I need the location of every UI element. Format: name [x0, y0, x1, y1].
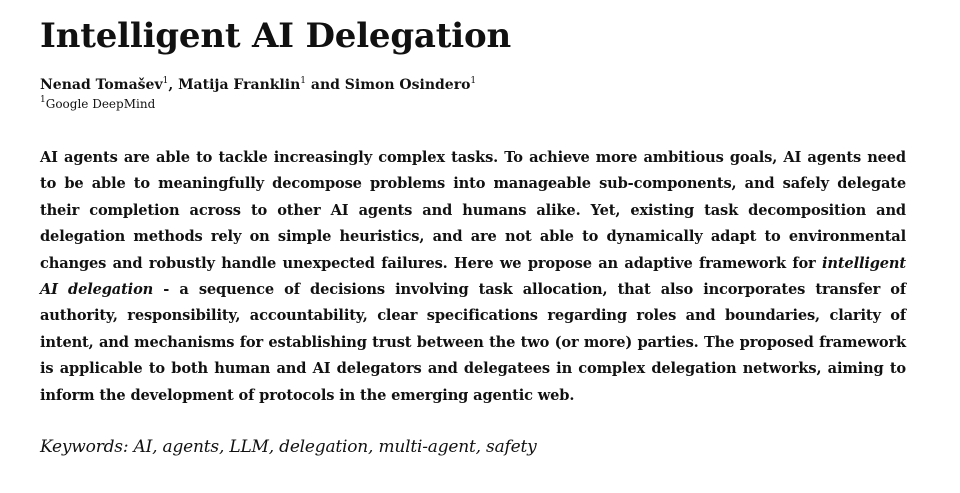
- affiliation-marker: 1: [470, 76, 477, 86]
- affiliation: [40, 96, 906, 112]
- abstract: [40, 145, 906, 409]
- abstract-emphasis: intelligent AI delegation: [40, 254, 906, 299]
- abstract-text: AI agents are able to tackle increasingly complex tasks. To achieve more ambitious goals, AI agents need to be able to meaningfully decompose problems into manageable sub-components, and safely delegate their completion across to other AI agents and humans alike. Yet, existing task decomposition and delegation methods rely on simple heuristics, and are not able to dynamically adapt to environmental changes and robustly handle unexpected failures. Here we propose an adaptive framework for: [40, 149, 906, 272]
- keywords: Keywords: AI, agents, LLM, delegation, multi-agent, safety: [40, 437, 537, 458]
- paper-title: Intelligent AI Delegation: [40, 16, 511, 56]
- author-separator: ,: [168, 77, 179, 93]
- affiliation-marker: 1: [40, 95, 46, 105]
- author-list: [40, 76, 906, 94]
- author-name: Simon Osindero: [344, 77, 471, 93]
- affiliation-marker: 1: [162, 76, 169, 86]
- author-separator: and: [306, 77, 345, 93]
- affiliation-name: Google DeepMind: [45, 97, 156, 111]
- author-name: Nenad Tomašev: [40, 77, 163, 93]
- paper-front-matter: [40, 14, 906, 459]
- abstract-text: - a sequence of decisions involving task allocation, that also incorporates transfer of authority, responsibility, accountability, clear specifications regarding roles and boundaries, clarity of intent, and mechanisms for establishing trust between the two (or more) parties. The proposed framework is applicable to both human and AI delegators and delegatees in complex delegation networks, aiming to inform the development of protocols in the emerging agentic web.: [40, 281, 906, 404]
- author-name: Matija Franklin: [178, 77, 301, 93]
- affiliation-marker: 1: [300, 76, 306, 86]
